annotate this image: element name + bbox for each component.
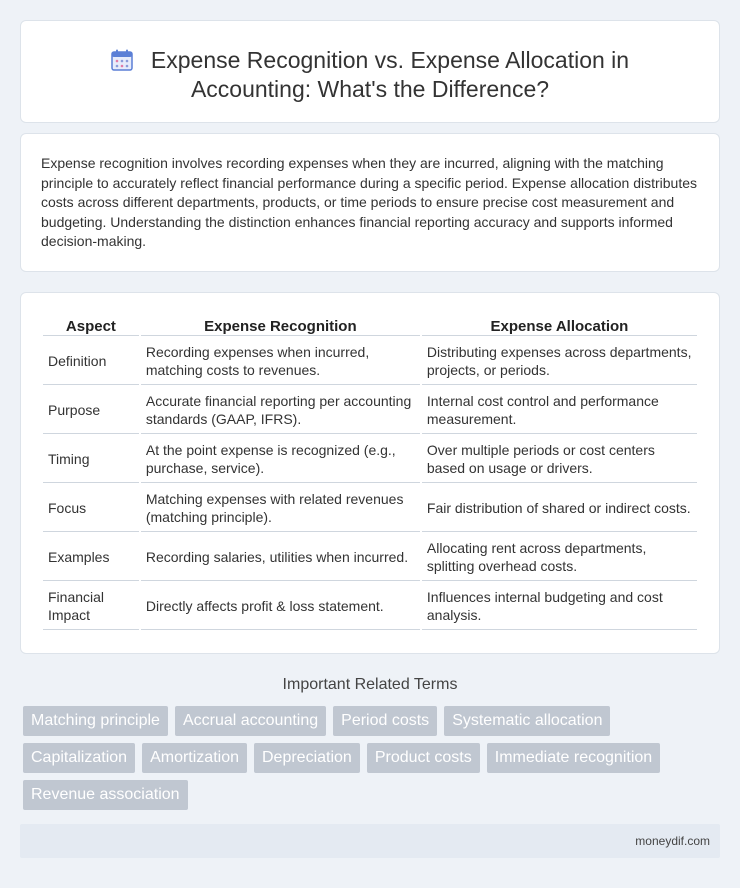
calendar-icon bbox=[111, 49, 133, 71]
tag-period-costs[interactable]: Period costs bbox=[333, 706, 437, 736]
footer bbox=[20, 824, 720, 858]
row-recognition: At the point expense is recognized (e.g., purchase, service). bbox=[141, 436, 420, 483]
header-expense-allocation: Expense Allocation bbox=[422, 316, 697, 336]
footer-site[interactable]: moneydif.com bbox=[635, 834, 710, 848]
tag-amortization[interactable]: Amortization bbox=[142, 743, 247, 773]
page-title-wrap bbox=[21, 46, 719, 104]
header-expense-recognition: Expense Recognition bbox=[141, 316, 420, 336]
row-recognition: Matching expenses with related revenues (matching principle). bbox=[141, 485, 420, 532]
row-allocation: Distributing expenses across departments, projects, or periods. bbox=[422, 338, 697, 385]
table-row bbox=[43, 387, 697, 434]
title-card bbox=[20, 20, 720, 123]
row-allocation: Fair distribution of shared or indirect costs. bbox=[422, 485, 697, 532]
tag-capitalization[interactable]: Capitalization bbox=[23, 743, 135, 773]
table-row bbox=[43, 436, 697, 483]
header-aspect: Aspect bbox=[43, 316, 139, 336]
table-row bbox=[43, 485, 697, 532]
tag-systematic-allocation[interactable]: Systematic allocation bbox=[444, 706, 610, 736]
table-row bbox=[43, 534, 697, 581]
row-recognition: Recording expenses when incurred, matching costs to revenues. bbox=[141, 338, 420, 385]
tag-accrual-accounting[interactable]: Accrual accounting bbox=[175, 706, 326, 736]
row-aspect: Examples bbox=[43, 534, 139, 581]
row-recognition: Recording salaries, utilities when incurred. bbox=[141, 534, 420, 581]
row-recognition: Directly affects profit & loss statement. bbox=[141, 583, 420, 630]
row-aspect: Financial Impact bbox=[43, 583, 139, 630]
page-title: Expense Recognition vs. Expense Allocation in Accounting: What's the Difference? bbox=[150, 47, 630, 102]
tag-immediate-recognition[interactable]: Immediate recognition bbox=[487, 743, 660, 773]
row-aspect: Timing bbox=[43, 436, 139, 483]
table-row bbox=[43, 338, 697, 385]
intro-paragraph: Expense recognition involves recording expenses when they are incurred, aligning with the matching principle to accurately reflect financial performance during a specific period. Expense allocation distributes costs across different departments, products, or time periods to ensure precise cost measurement and budgeting. Understanding the distinction enhances financial reporting accuracy and supports informed decision-making. bbox=[41, 155, 698, 250]
row-allocation: Allocating rent across departments, splitting overhead costs. bbox=[422, 534, 697, 581]
table-header-row bbox=[43, 316, 697, 336]
row-allocation: Over multiple periods or cost centers based on usage or drivers. bbox=[422, 436, 697, 483]
comparison-card bbox=[20, 292, 720, 654]
comparison-table bbox=[41, 314, 699, 632]
row-recognition: Accurate financial reporting per accounting standards (GAAP, IFRS). bbox=[141, 387, 420, 434]
intro-card bbox=[20, 133, 720, 272]
related-terms-tags bbox=[23, 706, 723, 817]
tag-depreciation[interactable]: Depreciation bbox=[254, 743, 360, 773]
table-row bbox=[43, 583, 697, 630]
related-terms-title: Important Related Terms bbox=[282, 676, 458, 693]
row-allocation: Internal cost control and performance measurement. bbox=[422, 387, 697, 434]
tag-product-costs[interactable]: Product costs bbox=[367, 743, 480, 773]
row-aspect: Focus bbox=[43, 485, 139, 532]
tag-revenue-association[interactable]: Revenue association bbox=[23, 780, 188, 810]
row-aspect: Purpose bbox=[43, 387, 139, 434]
tag-matching-principle[interactable]: Matching principle bbox=[23, 706, 168, 736]
row-aspect: Definition bbox=[43, 338, 139, 385]
row-allocation: Influences internal budgeting and cost analysis. bbox=[422, 583, 697, 630]
